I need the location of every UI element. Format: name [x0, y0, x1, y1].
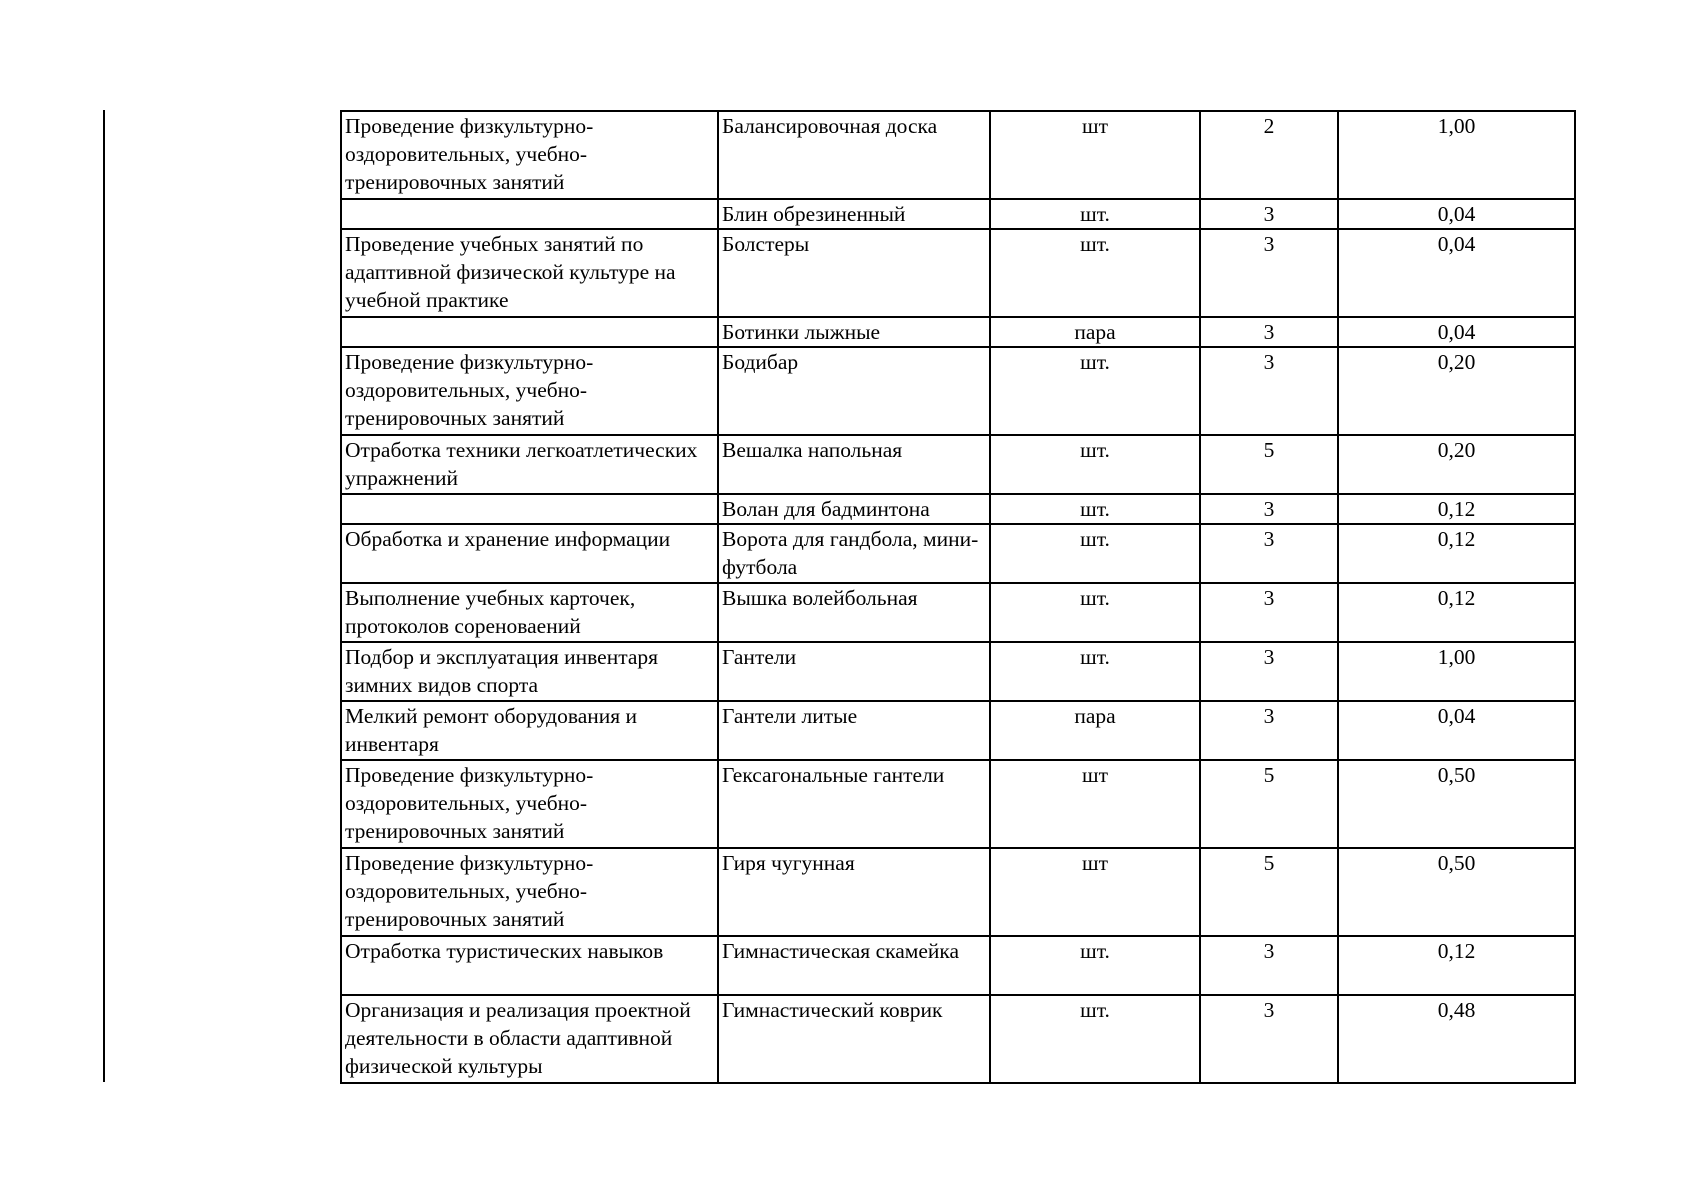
table-row: [341, 995, 1575, 1083]
quantity-cell: 3: [1200, 583, 1338, 642]
value-cell: 0,48: [1338, 995, 1575, 1083]
unit-cell: шт.: [990, 435, 1200, 494]
quantity-cell: 3: [1200, 642, 1338, 701]
equipment-name-cell: Болстеры: [718, 229, 990, 317]
table-row: [341, 936, 1575, 995]
quantity-cell: 2: [1200, 111, 1338, 199]
activity-cell: Выполнение учебных карточек, протоколов сореноваений: [341, 583, 718, 642]
value-cell: 1,00: [1338, 642, 1575, 701]
equipment-name-cell: Вышка волейбольная: [718, 583, 990, 642]
equipment-table: [340, 110, 1576, 1084]
equipment-name-cell: Волан для бадминтона: [718, 494, 990, 524]
unit-cell: шт.: [990, 583, 1200, 642]
value-cell: 0,12: [1338, 524, 1575, 583]
activity-cell: Отработка туристических навыков: [341, 936, 718, 995]
quantity-cell: 5: [1200, 760, 1338, 848]
equipment-name-cell: Ботинки лыжные: [718, 317, 990, 347]
equipment-name-cell: Блин обрезиненный: [718, 199, 990, 229]
quantity-cell: 3: [1200, 701, 1338, 760]
quantity-cell: 3: [1200, 524, 1338, 583]
activity-cell: Проведение физкультурно-оздоровительных, учебно-тренировочных занятий: [341, 760, 718, 848]
activity-cell: [341, 317, 718, 347]
equipment-name-cell: Гиря чугунная: [718, 848, 990, 936]
equipment-name-cell: Гантели: [718, 642, 990, 701]
activity-cell: Подбор и эксплуатация инвентаря зимних видов спорта: [341, 642, 718, 701]
quantity-cell: 3: [1200, 199, 1338, 229]
table-row: [341, 848, 1575, 936]
equipment-name-cell: Бодибар: [718, 347, 990, 435]
equipment-name-cell: Балансировочная доска: [718, 111, 990, 199]
value-cell: 0,04: [1338, 317, 1575, 347]
value-cell: 0,12: [1338, 494, 1575, 524]
value-cell: 0,12: [1338, 583, 1575, 642]
activity-cell: [341, 199, 718, 229]
quantity-cell: 3: [1200, 494, 1338, 524]
activity-cell: Мелкий ремонт оборудования и инвентаря: [341, 701, 718, 760]
unit-cell: шт: [990, 760, 1200, 848]
value-cell: 0,12: [1338, 936, 1575, 995]
table-row: [341, 760, 1575, 848]
equipment-name-cell: Гимнастическая скамейка: [718, 936, 990, 995]
value-cell: 1,00: [1338, 111, 1575, 199]
value-cell: 0,50: [1338, 848, 1575, 936]
table-row: [341, 642, 1575, 701]
value-cell: 0,04: [1338, 701, 1575, 760]
unit-cell: шт.: [990, 199, 1200, 229]
unit-cell: пара: [990, 701, 1200, 760]
quantity-cell: 5: [1200, 435, 1338, 494]
unit-cell: шт.: [990, 229, 1200, 317]
unit-cell: шт.: [990, 642, 1200, 701]
unit-cell: шт: [990, 111, 1200, 199]
activity-cell: Проведение физкультурно-оздоровительных, учебно-тренировочных занятий: [341, 848, 718, 936]
activity-cell: Проведение учебных занятий по адаптивной физической культуре на учебной практике: [341, 229, 718, 317]
value-cell: 0,20: [1338, 347, 1575, 435]
equipment-name-cell: Ворота для гандбола, мини-футбола: [718, 524, 990, 583]
unit-cell: шт.: [990, 995, 1200, 1083]
equipment-name-cell: Вешалка напольная: [718, 435, 990, 494]
value-cell: 0,20: [1338, 435, 1575, 494]
unit-cell: пара: [990, 317, 1200, 347]
table-row: [341, 317, 1575, 347]
quantity-cell: 3: [1200, 347, 1338, 435]
unit-cell: шт.: [990, 936, 1200, 995]
table-row: [341, 583, 1575, 642]
value-cell: 0,04: [1338, 229, 1575, 317]
value-cell: 0,04: [1338, 199, 1575, 229]
unit-cell: шт: [990, 848, 1200, 936]
quantity-cell: 5: [1200, 848, 1338, 936]
activity-cell: Обработка и хранение информации: [341, 524, 718, 583]
table-row: [341, 229, 1575, 317]
quantity-cell: 3: [1200, 229, 1338, 317]
activity-cell: Отработка техники легкоатлетических упражнений: [341, 435, 718, 494]
activity-cell: [341, 494, 718, 524]
equipment-name-cell: Гимнастический коврик: [718, 995, 990, 1083]
table-row: [341, 494, 1575, 524]
table-row: [341, 435, 1575, 494]
quantity-cell: 3: [1200, 317, 1338, 347]
equipment-name-cell: Гексагональные гантели: [718, 760, 990, 848]
activity-cell: Проведение физкультурно-оздоровительных, учебно-тренировочных занятий: [341, 347, 718, 435]
table-row: [341, 524, 1575, 583]
value-cell: 0,50: [1338, 760, 1575, 848]
table-row: [341, 701, 1575, 760]
left-margin-rule: [103, 110, 105, 1082]
equipment-name-cell: Гантели литые: [718, 701, 990, 760]
unit-cell: шт.: [990, 494, 1200, 524]
quantity-cell: 3: [1200, 995, 1338, 1083]
unit-cell: шт.: [990, 347, 1200, 435]
quantity-cell: 3: [1200, 936, 1338, 995]
table-row: [341, 199, 1575, 229]
activity-cell: Проведение физкультурно-оздоровительных, учебно-тренировочных занятий: [341, 111, 718, 199]
activity-cell: Организация и реализация проектной деятельности в области адаптивной физической культуры: [341, 995, 718, 1083]
unit-cell: шт.: [990, 524, 1200, 583]
table-row: [341, 111, 1575, 199]
table-row: [341, 347, 1575, 435]
